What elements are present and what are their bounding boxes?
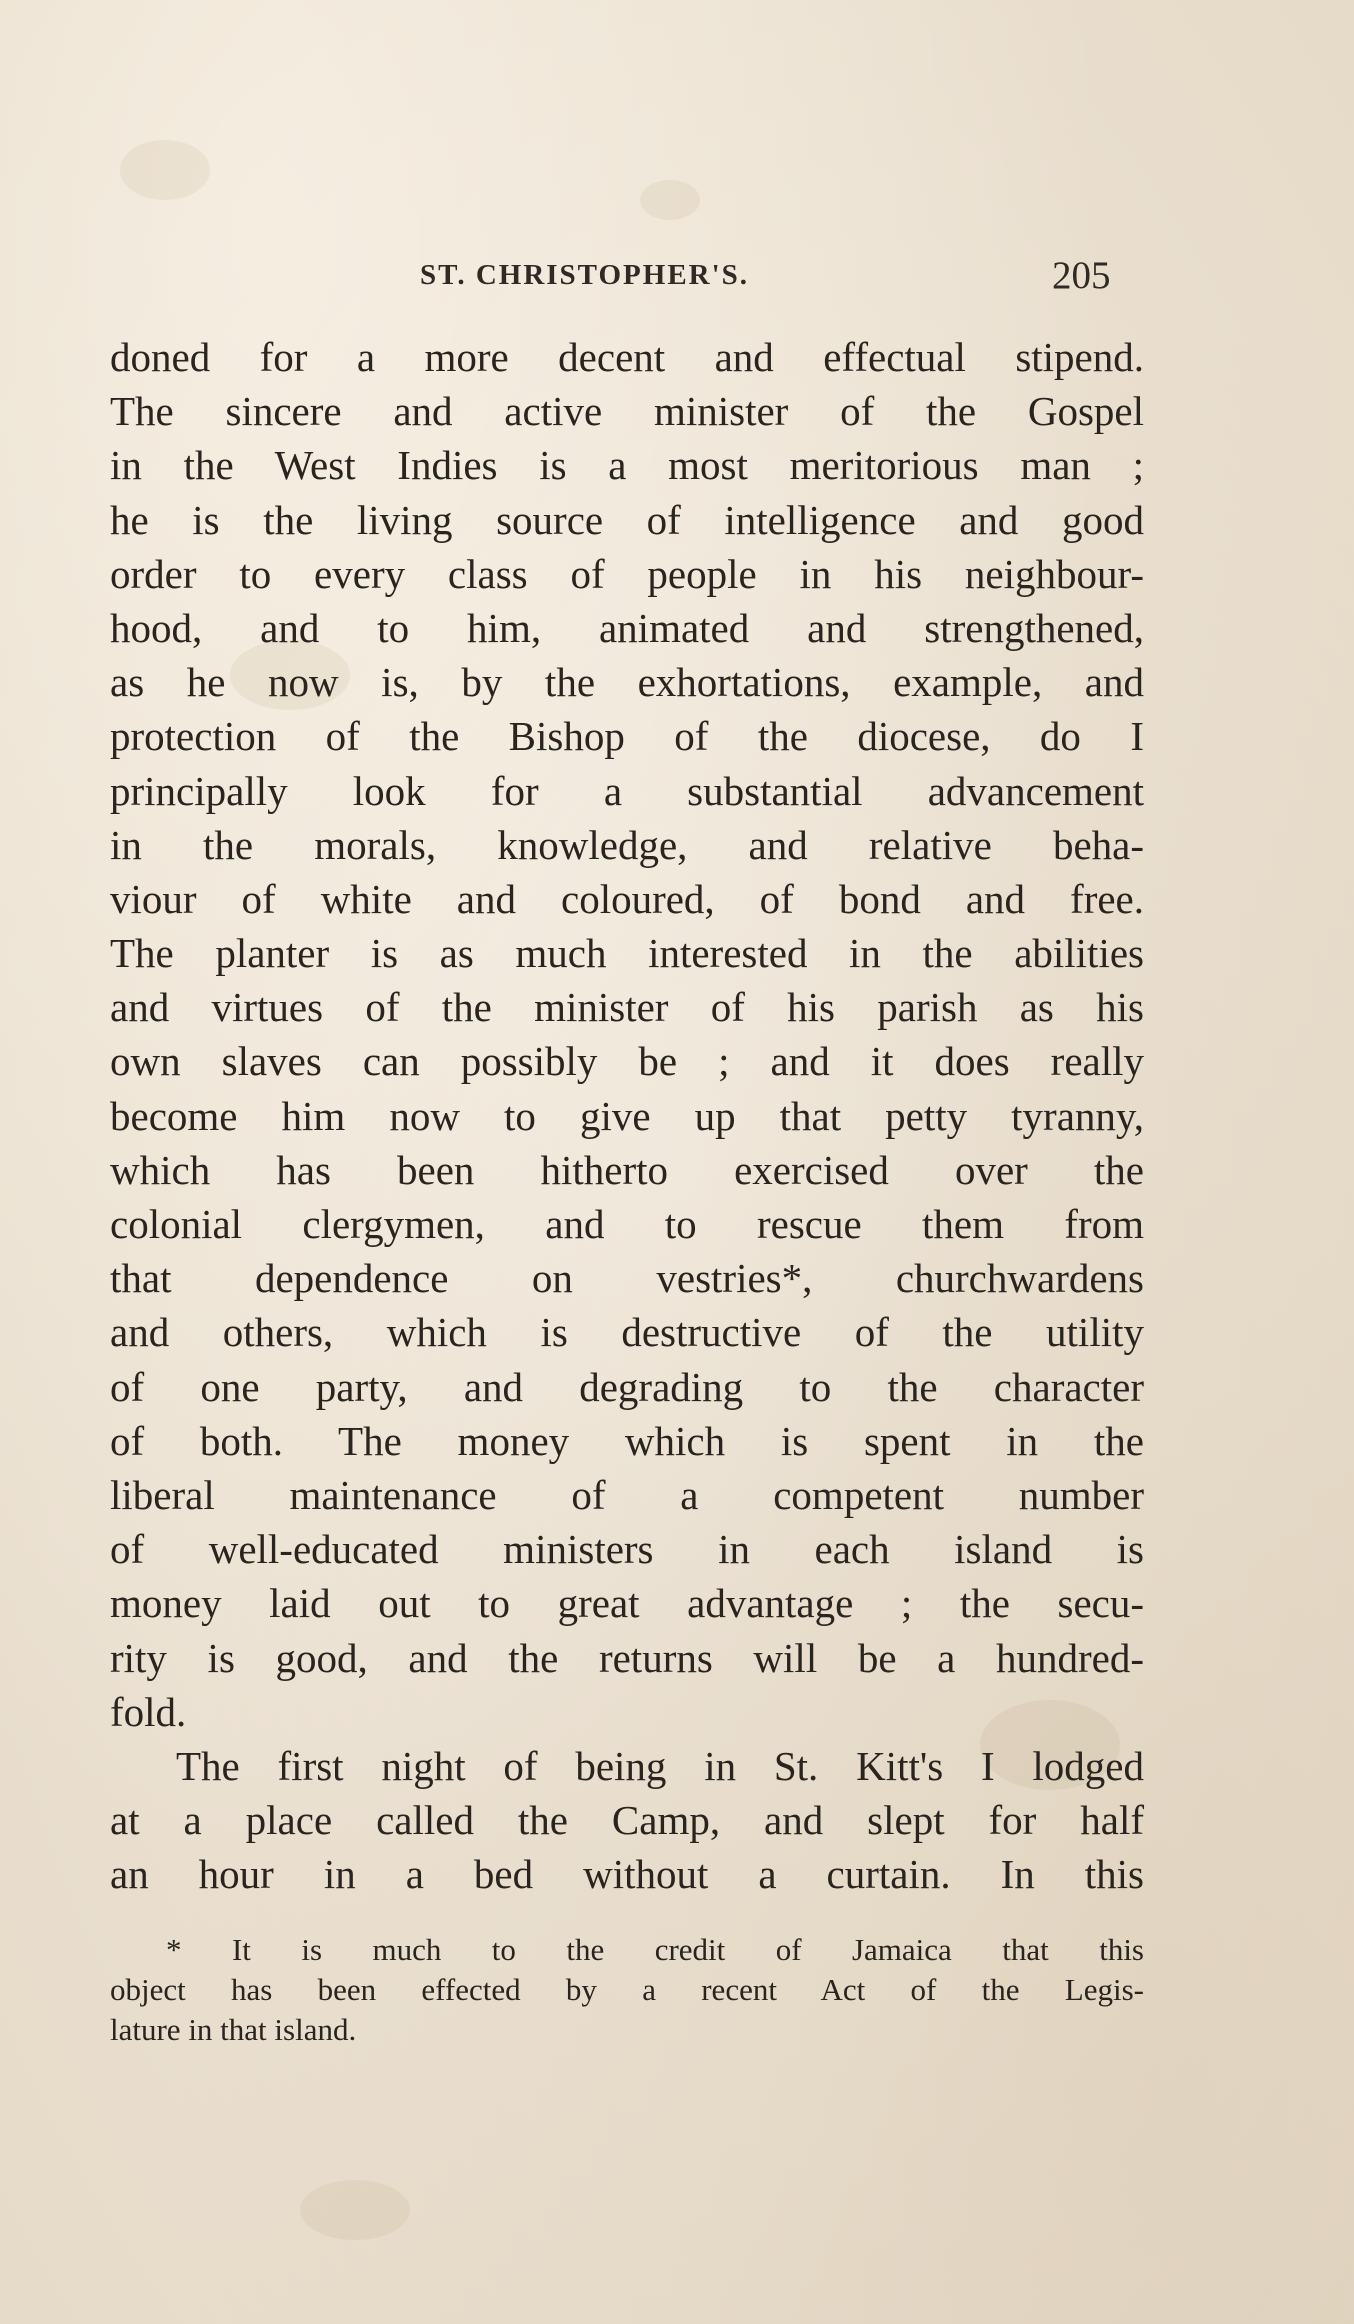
text-line: become him now to give up that petty tyranny,: [110, 1092, 1144, 1139]
text-line: fold.: [110, 1688, 187, 1735]
running-head-title: ST. CHRISTOPHER'S.: [420, 259, 750, 291]
text-line: at a place called the Camp, and slept for half: [110, 1797, 1144, 1844]
text-line: in the morals, knowledge, and relative beha-: [110, 821, 1144, 868]
paper-stain: [120, 140, 210, 200]
body-text: [110, 330, 1144, 1901]
text-line: of well-educated ministers in each island is: [110, 1526, 1144, 1573]
text-line: The sincere and active minister of the Gospel: [110, 388, 1144, 435]
page-number: 205: [1052, 254, 1111, 297]
text-line: as he now is, by the exhortations, example, and: [110, 659, 1144, 706]
paper-stain: [300, 2180, 410, 2240]
text-line: that dependence on vestries*, churchwardens: [110, 1255, 1144, 1302]
footnote-line: * It is much to the credit of Jamaica that this: [166, 1932, 1144, 1967]
text-line: hood, and to him, animated and strengthened,: [110, 604, 1144, 651]
paper-stain: [640, 180, 700, 220]
running-head: [0, 255, 1354, 305]
text-line: and others, which is destructive of the utility: [110, 1309, 1144, 1356]
text-line: in the West Indies is a most meritorious man ;: [110, 442, 1144, 489]
text-line: he is the living source of intelligence and good: [110, 496, 1144, 543]
text-line: doned for a more decent and effectual stipend.: [110, 334, 1144, 380]
text-line: of one party, and degrading to the character: [110, 1363, 1144, 1410]
text-line: rity is good, and the returns will be a hundred-: [110, 1634, 1144, 1681]
text-line: and virtues of the minister of his parish as his: [110, 984, 1144, 1031]
text-line: own slaves can possibly be ; and it does really: [110, 1038, 1144, 1085]
footnote-line: lature in that island.: [110, 2012, 357, 2047]
text-line: colonial clergymen, and to rescue them from: [110, 1201, 1144, 1247]
text-line: The planter is as much interested in the abilities: [110, 930, 1144, 977]
footnote: [110, 1930, 1144, 2050]
footnote-line: object has been effected by a recent Act of the Legis-: [110, 1972, 1144, 2007]
text-line: order to every class of people in his neighbour-: [110, 550, 1144, 597]
text-line: an hour in a bed without a curtain. In this: [110, 1851, 1144, 1898]
text-line: The first night of being in St. Kitt's I lodged: [176, 1742, 1144, 1789]
text-line: money laid out to great advantage ; the secu-: [110, 1580, 1144, 1627]
text-line: protection of the Bishop of the diocese, do I: [110, 713, 1144, 760]
text-line: which has been hitherto exercised over the: [110, 1146, 1144, 1193]
text-line: viour of white and coloured, of bond and free.: [110, 875, 1144, 922]
text-line: of both. The money which is spent in the: [110, 1417, 1144, 1464]
text-line: principally look for a substantial advancement: [110, 767, 1144, 814]
text-line: liberal maintenance of a competent number: [110, 1471, 1144, 1518]
